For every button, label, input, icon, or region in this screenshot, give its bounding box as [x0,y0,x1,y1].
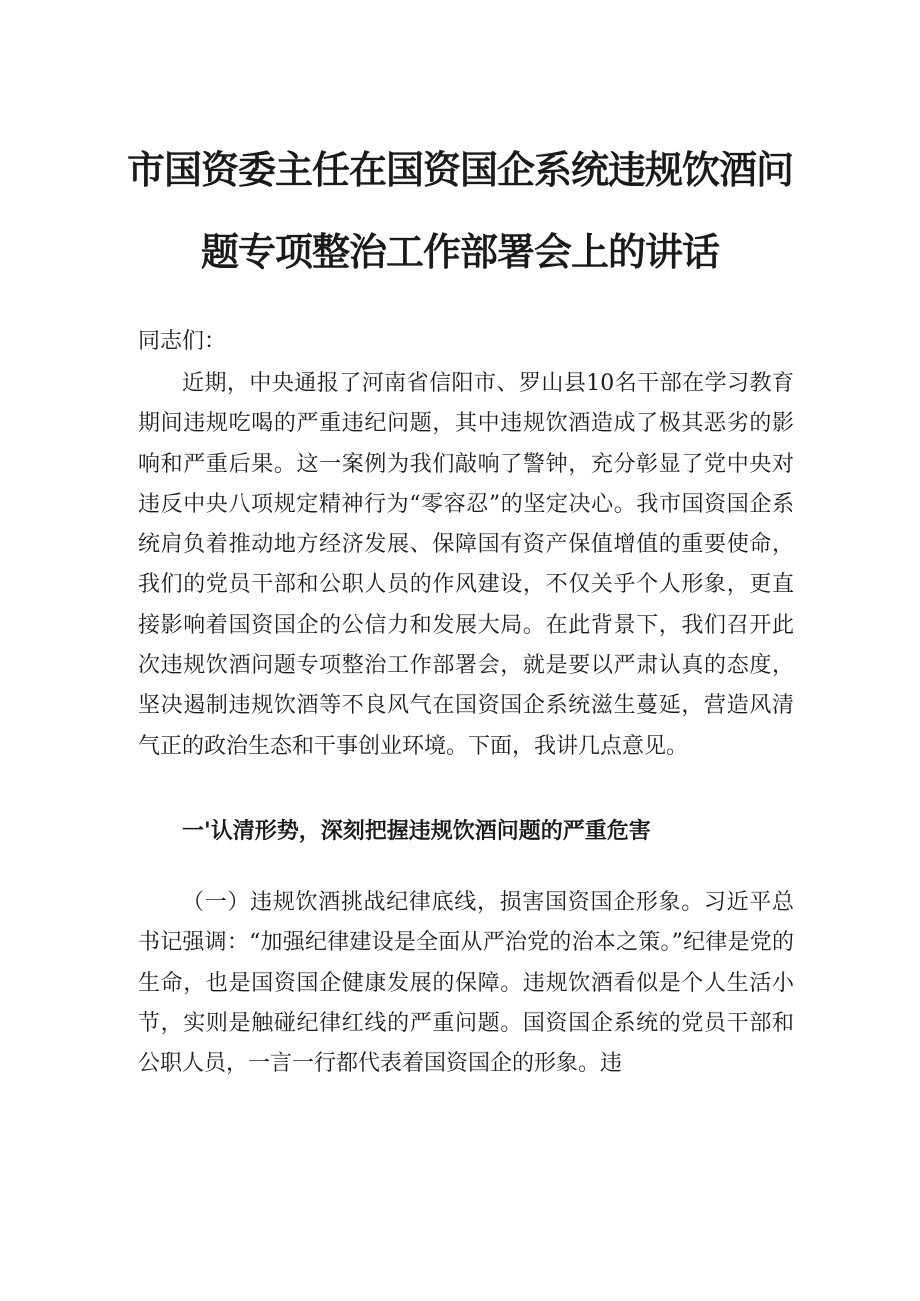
salutation: 同志们： [138,329,227,354]
document-title-line-2: 题专项整治工作部署会上的讲话 [200,230,719,274]
paragraph-section-1-point-1: （一）违规饮酒挑战纪律底线，损害国资国企形象。习近平总书记强调：“加强纪律建设是全面从严治党的治本之策。”纪律是党的生命，也是国资国企健康发展的保障。违规饮酒看似是个人生活小节，实则是触碰纪律红线的严重问题。国资国企系统的党员干部和公职人员，一言一行都代表着国资国企的形象。违 [138,890,794,1077]
paragraph-introduction: 近期，中央通报了河南省信阳市、罗山县10名干部在学习教育期间违规吃喝的严重违纪问题，其中违规饮酒造成了极其恶劣的影响和严重后果。这一案例为我们敲响了警钟，充分彰显了党中央对违反中央八项规定精神行为“零容忍”的坚定决心。我市国资国企系统肩负着推动地方经济发展、保障国有资产保值增值的重要使命，我们的党员干部和公职人员的作风建设，不仅关乎个人形象，更直接影响着国资国企的公信力和发展大局。在此背景下，我们召开此次违规饮酒问题专项整治工作部署会，就是要以严肃认真的态度，坚决遏制违规饮酒等不良风气在国资国企系统滋生蔓延，营造风清气正的政治生态和干事创业环境。下面，我讲几点意见。 [138,371,794,759]
section-heading-1: 一'认清形势，深刻把握违规饮酒问题的严重危害 [182,819,651,844]
document-title-line-1: 市国资委主任在国资国企系统违规饮酒问 [126,148,793,192]
